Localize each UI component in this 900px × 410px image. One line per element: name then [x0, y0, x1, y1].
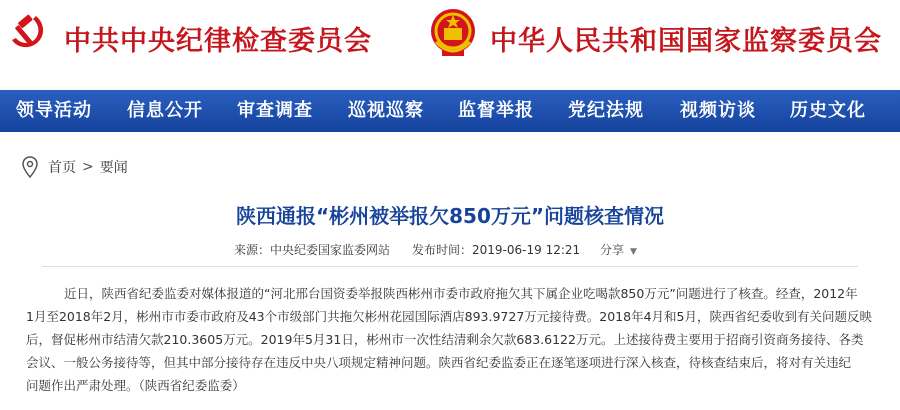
article-source: 来源：中央纪委国家监委网站 [234, 243, 391, 257]
article-published-time: 发布时间：2019-06-19 12:21 [412, 243, 581, 257]
location-pin-icon [22, 156, 38, 178]
share-label: 分享 [600, 243, 625, 257]
site-header [0, 0, 900, 90]
article-paragraph-line: 近日，陕西省纪委监委对媒体报道的“河北邢台国资委举报陕西彬州市委市政府拖欠其下属企业吃喝款850万元”问题进行了核查。经查，2012年 [64, 286, 858, 301]
nav-item-inspection[interactable]: 巡视巡察 [348, 100, 424, 121]
article-body [26, 282, 872, 397]
breadcrumb-separator: > [82, 159, 94, 175]
nav-item-report[interactable]: 监督举报 [458, 100, 534, 121]
share-button[interactable] [600, 240, 637, 260]
nav-item-history[interactable]: 历史文化 [790, 100, 866, 121]
nav-item-info-disclosure[interactable]: 信息公开 [127, 100, 203, 121]
nav-item-regulations[interactable]: 党纪法规 [568, 100, 644, 121]
breadcrumb-home[interactable]: 首页 [48, 160, 76, 176]
main-nav [0, 90, 900, 132]
national-emblem-icon [428, 6, 478, 58]
nav-item-leadership[interactable]: 领导活动 [16, 100, 92, 121]
divider [42, 266, 858, 267]
nav-item-investigation[interactable]: 审查调查 [237, 100, 313, 121]
article-meta [234, 240, 580, 260]
breadcrumb [22, 154, 128, 180]
article-paragraph-line: 1月至2018年2月，彬州市市委市政府及43个市级部门共拖欠彬州花园国际酒店893.9727万元接待费。2018年4月和5月，陕西省纪委收到有关问题反映 [26, 309, 872, 324]
breadcrumb-current[interactable]: 要闻 [99, 160, 128, 176]
chevron-down-icon: ▼ [630, 247, 637, 257]
nav-item-video[interactable]: 视频访谈 [680, 100, 756, 121]
org-name-ccdi: 中共中央纪律检查委员会 [64, 26, 372, 57]
org-name-nsc: 中华人民共和国国家监察委员会 [490, 26, 882, 57]
party-emblem-icon [6, 10, 50, 54]
article-paragraph-line: 后，督促彬州市结清欠款210.3605万元。2019年5月31日，彬州市一次性结清剩余欠款683.6122万元。上述接待费主要用于招商引资商务接待、各类 [26, 332, 864, 347]
article-paragraph-line: 问题作出严肃处理。（陕西省纪委监委） [26, 378, 245, 393]
article-paragraph-line: 会议、一般公务接待等，但其中部分接待存在违反中央八项规定精神问题。陕西省纪委监委正在逐笔逐项进行深入核查，待核查结束后，将对有关违纪 [26, 355, 852, 370]
article-title: 陕西通报“彬州被举报欠850万元”问题核查情况 [235, 204, 665, 228]
